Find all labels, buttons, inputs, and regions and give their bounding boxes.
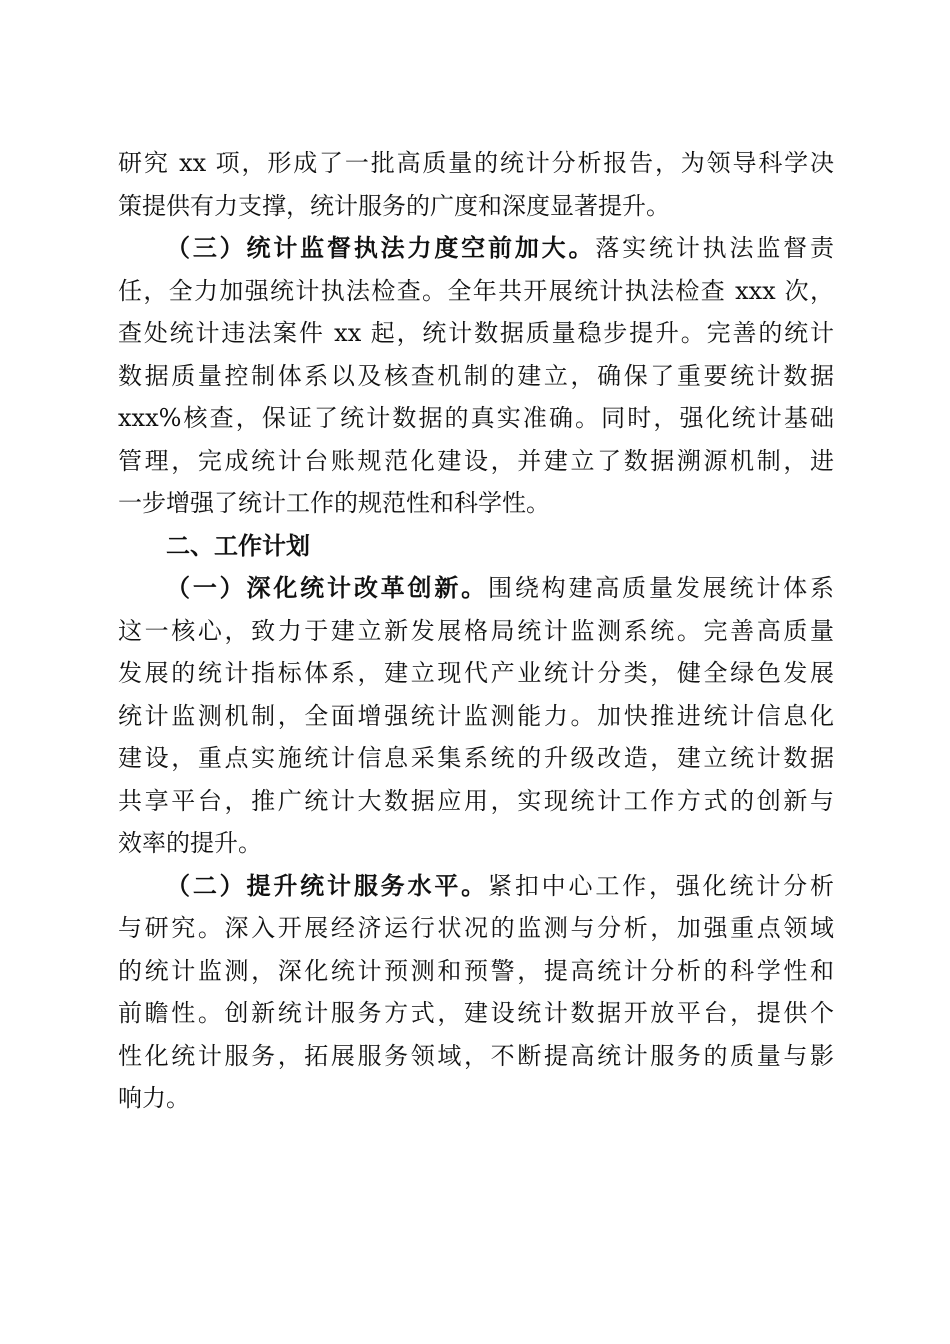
text-line bbox=[118, 227, 834, 270]
paragraph-text: 落实统计执法监督责 bbox=[595, 234, 834, 262]
text-line: 响力。 bbox=[118, 1084, 190, 1112]
text-line: 建设，重点实施统计信息采集系统的升级改造，建立统计数据 bbox=[118, 744, 834, 772]
text-line: 这一核心，致力于建立新发展格局统计监测系统。完善高质量 bbox=[118, 616, 834, 645]
text-line: 策提供有力支撑，统计服务的广度和深度显著提升。 bbox=[118, 191, 670, 220]
text-line: 的统计监测，深化统计预测和预警，提高统计分析的科学性和 bbox=[118, 956, 834, 985]
paragraph-reform-innovation bbox=[118, 567, 834, 865]
text-line: 性化统计服务，拓展服务领域，不断提高统计服务的质量与影 bbox=[118, 1041, 834, 1070]
paragraph-continuation bbox=[118, 142, 834, 227]
paragraph-text: 紧扣中心工作，强化统计分析 bbox=[488, 871, 834, 900]
paragraph-title: （二）提升统计服务水平。 bbox=[166, 870, 488, 900]
text-line bbox=[118, 567, 834, 610]
paragraph-title: （三）统计监督执法力度空前加大。 bbox=[166, 233, 596, 262]
text-line: 管理，完成统计台账规范化建设，并建立了数据溯源机制，进 bbox=[118, 446, 834, 475]
text-line: 查处统计违法案件 xx 起，统计数据质量稳步提升。完善的统计 bbox=[118, 319, 834, 347]
text-line: 共享平台，推广统计大数据应用，实现统计工作方式的创新与 bbox=[118, 786, 834, 815]
paragraph-text: 围绕构建高质量发展统计体系 bbox=[488, 574, 834, 602]
text-line: 一步增强了统计工作的规范性和科学性。 bbox=[118, 489, 550, 517]
paragraph-title: （一）深化统计改革创新。 bbox=[166, 573, 488, 602]
text-line: xxx%核查，保证了统计数据的真实准确。同时，强化统计基础 bbox=[118, 404, 834, 432]
paragraph-service-level bbox=[118, 865, 834, 1120]
text-line: 发展的统计指标体系，建立现代产业统计分类，健全绿色发展 bbox=[118, 659, 834, 687]
text-line: 研究 xx 项，形成了一批高质量的统计分析报告，为领导科学决 bbox=[118, 149, 834, 177]
paragraph-statistical-supervision bbox=[118, 227, 834, 525]
text-line: 效率的提升。 bbox=[118, 829, 262, 857]
text-line: 任，全力加强统计执法检查。全年共开展统计执法检查 xxx 次， bbox=[118, 276, 834, 305]
text-line: 与研究。深入开展经济运行状况的监测与分析，加强重点领域 bbox=[118, 914, 834, 942]
text-line: 前瞻性。创新统计服务方式，建设统计数据开放平台，提供个 bbox=[118, 999, 834, 1027]
text-line bbox=[118, 865, 834, 908]
text-line: 统计监测机制，全面增强统计监测能力。加快推进统计信息化 bbox=[118, 701, 834, 730]
text-line: 数据质量控制体系以及核查机制的建立，确保了重要统计数据 bbox=[118, 361, 834, 390]
section-heading: 二、工作计划 bbox=[166, 531, 310, 560]
document-body bbox=[118, 142, 834, 1120]
